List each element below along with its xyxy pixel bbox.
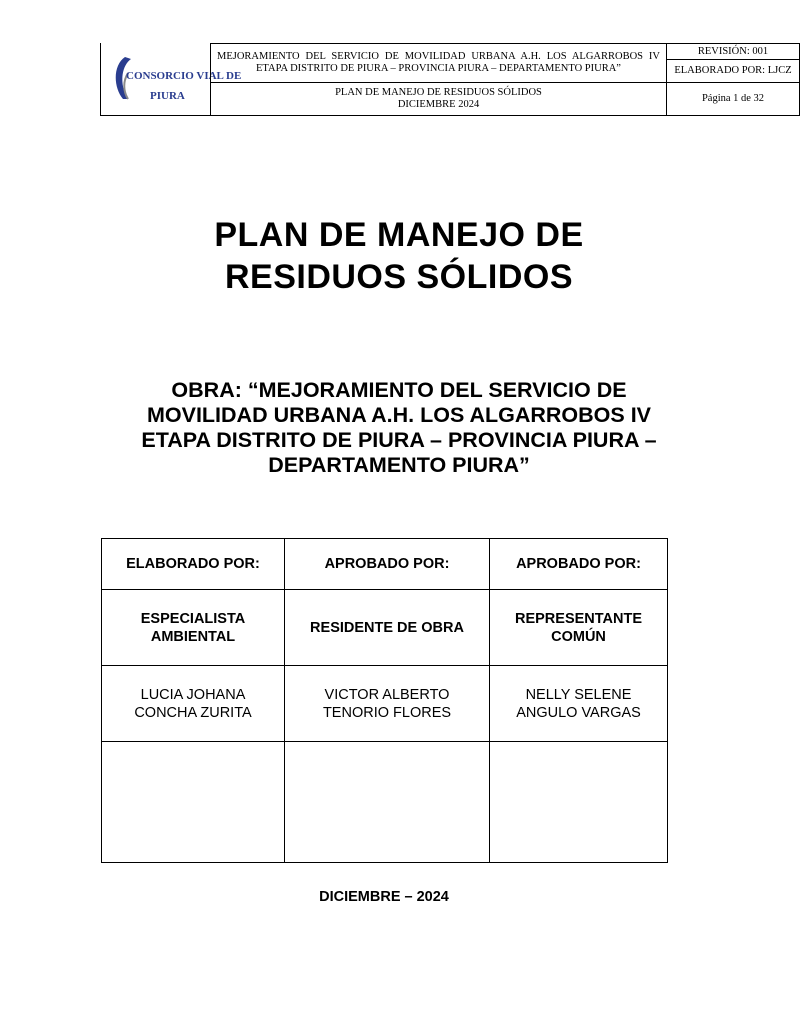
name-cell: VICTOR ALBERTO TENORIO FLORES <box>285 666 490 742</box>
header-elaborado: ELABORADO POR: LJCZ <box>666 59 800 83</box>
role-cell: REPRESENTANTE COMÚN <box>490 590 668 666</box>
signature-cell <box>285 742 490 863</box>
header-aprobado-por: APROBADO POR: <box>285 539 490 590</box>
logo-text-line1: CONSORCIO VIAL DE <box>126 70 242 82</box>
table-row <box>102 590 668 666</box>
name-cell: LUCIA JOHANA CONCHA ZURITA <box>102 666 285 742</box>
document-title-line1: PLAN DE MANEJO DE <box>214 216 584 254</box>
company-logo <box>100 43 242 116</box>
project-subtitle: OBRA: “MEJORAMIENTO DEL SERVICIO DE MOVILIDAD URBANA A.H. LOS ALGARROBOS IV ETAPA DISTRITO DE PIURA – PROVINCIA PIURA – DEPARTAMENTO PIURA” <box>141 378 657 477</box>
signature-cell <box>490 742 668 863</box>
signature-cell <box>102 742 285 863</box>
header-plan-date: DICIEMBRE 2024 <box>397 99 480 110</box>
document-date: DICIEMBRE – 2024 <box>319 889 449 905</box>
header-page-number: Página 1 de 32 <box>666 82 800 116</box>
table-row <box>102 666 668 742</box>
header-plan <box>210 82 667 116</box>
header-aprobado-por: APROBADO POR: <box>490 539 668 590</box>
role-cell: ESPECIALISTA AMBIENTAL <box>102 590 285 666</box>
table-row <box>102 742 668 863</box>
role-cell: RESIDENTE DE OBRA <box>285 590 490 666</box>
signature-table <box>101 538 668 863</box>
header-plan-title: PLAN DE MANEJO DE RESIDUOS SÓLIDOS <box>335 87 542 98</box>
logo-text-line2: PIURA <box>150 90 185 102</box>
document-title-line2: RESIDUOS SÓLIDOS <box>224 258 574 296</box>
header-revision: REVISIÓN: 001 <box>666 43 800 60</box>
header-project-title: MEJORAMIENTO DEL SERVICIO DE MOVILIDAD URBANA A.H. LOS ALGARROBOS IV ETAPA DISTRITO DE PIURA – PROVINCIA PIURA – DEPARTAMENTO PIURA” <box>210 43 667 83</box>
document-header <box>100 43 792 116</box>
name-cell: NELLY SELENE ANGULO VARGAS <box>490 666 668 742</box>
document-title <box>0 214 798 298</box>
table-row <box>102 539 668 590</box>
header-elaborado-por: ELABORADO POR: <box>102 539 285 590</box>
